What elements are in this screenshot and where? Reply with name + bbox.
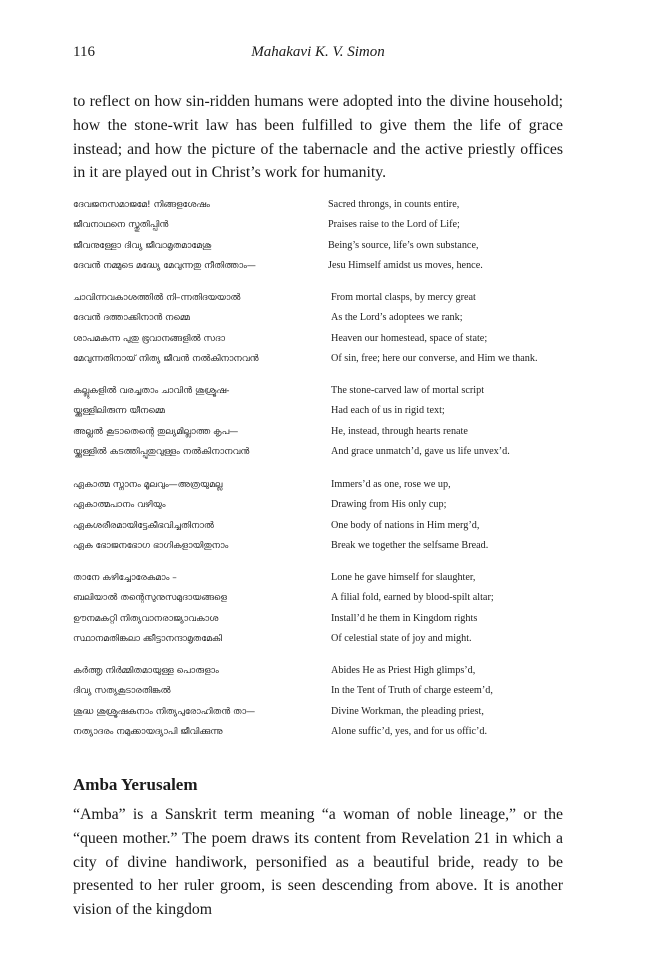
verse-row [73,681,563,701]
verse-row [73,329,563,349]
malayalam-line: ഏകശരീരമായിട്ടേകീഭവിച്ചതിനാൽ [73,520,214,531]
english-line: He, instead, through hearts renate [331,425,468,437]
malayalam-line: ചാവിന്നവകാശത്തിൽ നി–ന്നതിദയയാൽ [73,293,241,303]
page-header [73,44,563,68]
malayalam-line: ശുദ്ധ ശുശ്രൂഷകനാം നിത്യപുരോഹിതൻ താ— [73,706,256,717]
stanza [73,568,563,650]
verse-row [73,609,563,629]
verse-row [73,215,563,235]
english-line: Install’d he them in Kingdom rights [331,612,478,624]
english-line: Drawing from His only cup; [331,499,447,511]
english-line: Divine Workman, the pleading priest, [331,705,484,717]
verse-row [73,256,563,276]
english-line: Immers’d as one, rose we up, [331,479,451,490]
malayalam-line: മേവുന്നതിനായ് നിത്യ ജീവൻ നൽകിനാനവൻ [73,354,259,365]
verse-row [73,495,563,515]
english-line: From mortal clasps, by mercy great [331,292,476,303]
english-line: Jesu Himself amidst us moves, hence. [328,260,483,272]
english-line: One body of nations in Him merg’d, [331,519,480,531]
malayalam-line: അല്ലൽ കൂടാതെന്റെ തുല്യമില്ലാത്ത കൃപ— [73,426,239,437]
malayalam-line: ശാപമകന്ന പുതു ഭൂവാനങ്ങളിൽ സദാ [73,333,226,344]
verse-row [73,475,563,495]
malayalam-line: ഏകാത്മപാനം വഴിയും [73,500,166,511]
english-line: Had each of us in rigid text; [331,405,445,417]
stanza [73,475,563,557]
stanza [73,381,563,463]
malayalam-line: ജീവനാഥനെ സ്തുതിപ്പിൻ [73,220,169,231]
verse-row [73,661,563,681]
english-line: Praises raise to the Lord of Life; [328,219,460,231]
malayalam-line: ദേവജനസമാജമേ! നിങ്ങളശേഷം [73,200,210,210]
malayalam-line: നത്യാദരം നമുക്കായദ്യാപി ജീവിക്കുന്നു [73,727,223,738]
verse-row [73,422,563,442]
english-line: Alone suffic’d, yes, and for us offic’d. [331,726,488,738]
malayalam-line: കല്ലുകളിൽ വരച്ചതാം ചാവിൻ ശുശ്രൂഷ- [73,386,230,396]
running-title: Mahakavi K. V. Simon [251,44,385,60]
verse-row [73,236,563,256]
malayalam-line: കർത്തൃ നിർമ്മിതമായുള്ള പൊരുളാം [73,666,219,676]
malayalam-line: യ്ക്കുള്ളിലിരുന്ന യീനമ്മെ [73,406,165,417]
english-line: Of celestial state of joy and might. [331,633,472,645]
section-paragraph: “Amba” is a Sanskrit term meaning “a woman of noble lineage,” or the “queen mother.” The poem draws its content from Revelation 21 in which a city of divine handiwork, personified as a beautiful bride, ready to be presented to her ruler groom, is seen descending from above. It is another vision of the kingdom [73,806,563,919]
malayalam-line: ഏക ഭോജനഭോഗ ഭാഗികളായിതുനാം [73,541,229,552]
stanza [73,288,563,370]
english-line: Abides He as Priest High glimps’d, [331,665,476,676]
malayalam-line: ദേവൻ നമ്മുടെ മദ്ധ്യേ മേവുന്നതു നീതിത്താം— [73,261,256,272]
stanza [73,661,563,743]
malayalam-line: താനേ കഴിച്ചോരേകമാം – [73,573,177,583]
verse-row [73,349,563,369]
english-line: Break we together the selfsame Bread. [331,540,489,552]
malayalam-line: ബലിയാൽ തന്റെസുനുസമുദായങ്ങളെ [73,593,227,604]
verse-row [73,401,563,421]
malayalam-line: സ്ഥാനമതിങ്കലാ ക്കീട്ടാനന്ദാമൃതമേകി [73,634,222,645]
english-line: Lone he gave himself for slaughter, [331,572,476,583]
english-line: A filial fold, earned by blood-spilt altar; [331,592,494,604]
section-heading: Amba Yerusalem [73,775,198,794]
page-number: 116 [73,44,95,60]
verse-row [73,702,563,722]
english-line: Being’s source, life’s own substance, [328,239,479,251]
verse-row [73,516,563,536]
malayalam-line: ഏകാത്മ സ്നാനം മൂലവും—അത്രയുമല്ല [73,480,223,490]
verse-row [73,588,563,608]
malayalam-line: ദേവൻ ദത്താക്കിനാൻ നമ്മെ [73,313,190,324]
verse-row [73,308,563,328]
malayalam-line: ജീവനുള്ളോ ദിവ്യ ജീവാമൃതമാമേശു [73,240,212,251]
malayalam-line: ഊനമകറ്റി നിത്യവാനരാജ്യാവകാശ [73,613,219,624]
english-line: And grace unmatch’d, gave us life unvex’d. [331,446,510,458]
verse-row [73,442,563,462]
verse-row [73,568,563,588]
stanza [73,195,563,277]
english-line: The stone-carved law of mortal script [331,385,485,396]
malayalam-line: ദിവ്യ സത്യകൂടാരതിങ്കൽ [73,686,171,697]
verse-row [73,536,563,556]
verse-row [73,629,563,649]
english-line: Of sin, free; here our converse, and Him we thank. [331,353,538,365]
english-line: Heaven our homestead, space of state; [331,332,488,344]
verse-row [73,381,563,401]
verse-row [73,288,563,308]
intro-paragraph: to reflect on how sin-ridden humans were adopted into the divine household; how the stone-writ law has been fulfilled to give them the life of grace instead; and how the picture of the tabernacle and the active priestly offices in it are played out in Christ’s work for humanity. [73,93,563,182]
verse-row [73,722,563,742]
english-line: As the Lord’s adoptees we rank; [331,312,463,324]
verse-row [73,195,563,215]
english-line: Sacred throngs, in counts entire, [328,199,460,210]
english-line: In the Tent of Truth of charge esteem’d, [331,685,493,697]
malayalam-line: യ്ക്കുള്ളിൽ കടത്തിപ്പുതുവുള്ളം നൽകിനാനവൻ [73,447,250,458]
